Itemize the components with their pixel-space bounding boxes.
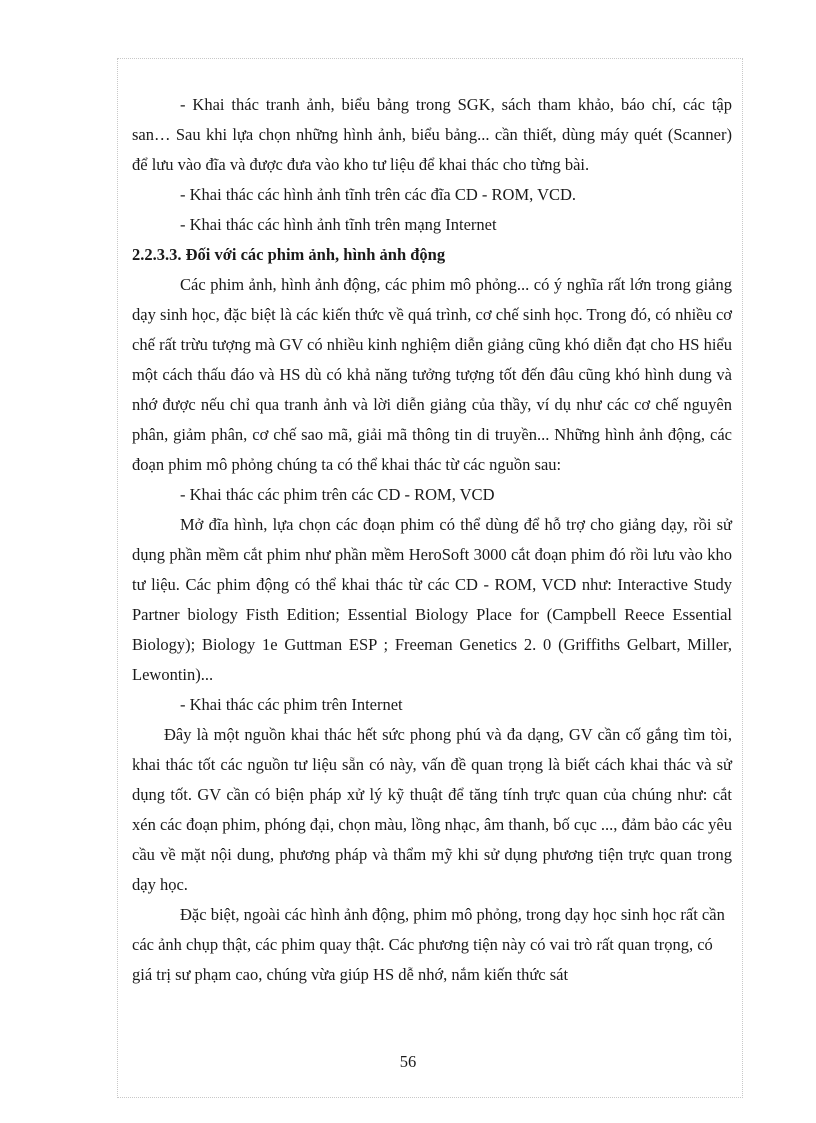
page-number: 56: [399, 1052, 417, 1071]
paragraph-cd-rom-films: - Khai thác các phim trên các CD - ROM, VCD: [180, 485, 495, 504]
section-heading: 2.2.3.3. Đối với các phim ảnh, hình ảnh động: [132, 245, 446, 264]
paragraph-moving-images-intro: Các phim ảnh, hình ảnh động, các phim mô phỏng... có ý nghĩa rất lớn trong giảng dạy sinh học, đặc biệt là các kiến thức về quá trình, cơ chế sinh học. Trong đó, có nhiều cơ chế rất trừu tượng mà GV có nhiều kinh nghiệm diễn giảng cũng khó diễn đạt cho HS hiểu một cách thấu đáo và HS dù có khả năng tưởng tượng tốt đến đâu cũng khó hình dung và nhớ được nếu chỉ qua tranh ảnh và lời diễn giảng của thầy, ví dụ như các cơ chế nguyên phân, giảm phân, cơ chế sao mã, giải mã thông tin di truyền... Những hình ảnh động, các đoạn phim mô phỏng chúng ta có thể khai thác từ các nguồn sau:: [132, 275, 732, 474]
paragraph-internet-films: - Khai thác các phim trên Internet: [180, 695, 403, 714]
paragraph-film-cutting: Mở đĩa hình, lựa chọn các đoạn phim có thể dùng để hỗ trợ cho giảng dạy, rồi sử dụng phần mềm cắt phim như phần mềm HeroSoft 3000 cắt đoạn phim đó rồi lưu vào kho tư liệu. Các phim động có thể khai thác từ các CD - ROM, VCD như: Interactive Study Partner biology Fisth Edition; Essential Biology Place for (Campbell Reece Essential Biology); Biology 1e Guttman ESP ; Freeman Genetics 2. 0 (Griffiths Gelbart, Miller, Lewontin)...: [132, 515, 732, 684]
paragraph-cd-rom-images: - Khai thác các hình ảnh tĩnh trên các đĩa CD - ROM, VCD.: [180, 185, 577, 204]
paragraph-scan-images: - Khai thác tranh ảnh, biểu bảng trong SGK, sách tham khảo, báo chí, các tập san… Sau khi lựa chọn những hình ảnh, biểu bảng... cần thiết, dùng máy quét (Scanner) để lưu vào đĩa và được đưa vào kho tư liệu để khai thác cho từng bài.: [132, 95, 732, 174]
document-body: [132, 90, 732, 990]
paragraph-internet-sources: Đây là một nguồn khai thác hết sức phong phú và đa dạng, GV cần cố gắng tìm tòi, khai thác tốt các nguồn tư liệu sẵn có này, vấn đề quan trọng là biết cách khai thác và sử dụng tốt. GV cần có biện pháp xử lý kỹ thuật để tăng tính trực quan của chúng như: cắt xén các đoạn phim, phóng đại, chọn màu, lồng nhạc, âm thanh, bố cục ..., đảm bảo các yêu cầu về mặt nội dung, phương pháp và thẩm mỹ khi sử dụng phương tiện trực quan trong dạy học.: [132, 725, 732, 894]
paragraph-internet-images: - Khai thác các hình ảnh tĩnh trên mạng Internet: [180, 215, 497, 234]
paragraph-real-photos: Đặc biệt, ngoài các hình ảnh động, phim mô phỏng, trong dạy học sinh học rất cần các ảnh chụp thật, các phim quay thật. Các phương tiện này có vai trò rất quan trọng, có giá trị sư phạm cao, chúng vừa giúp HS dễ nhớ, nắm kiến thức sát: [132, 905, 725, 984]
